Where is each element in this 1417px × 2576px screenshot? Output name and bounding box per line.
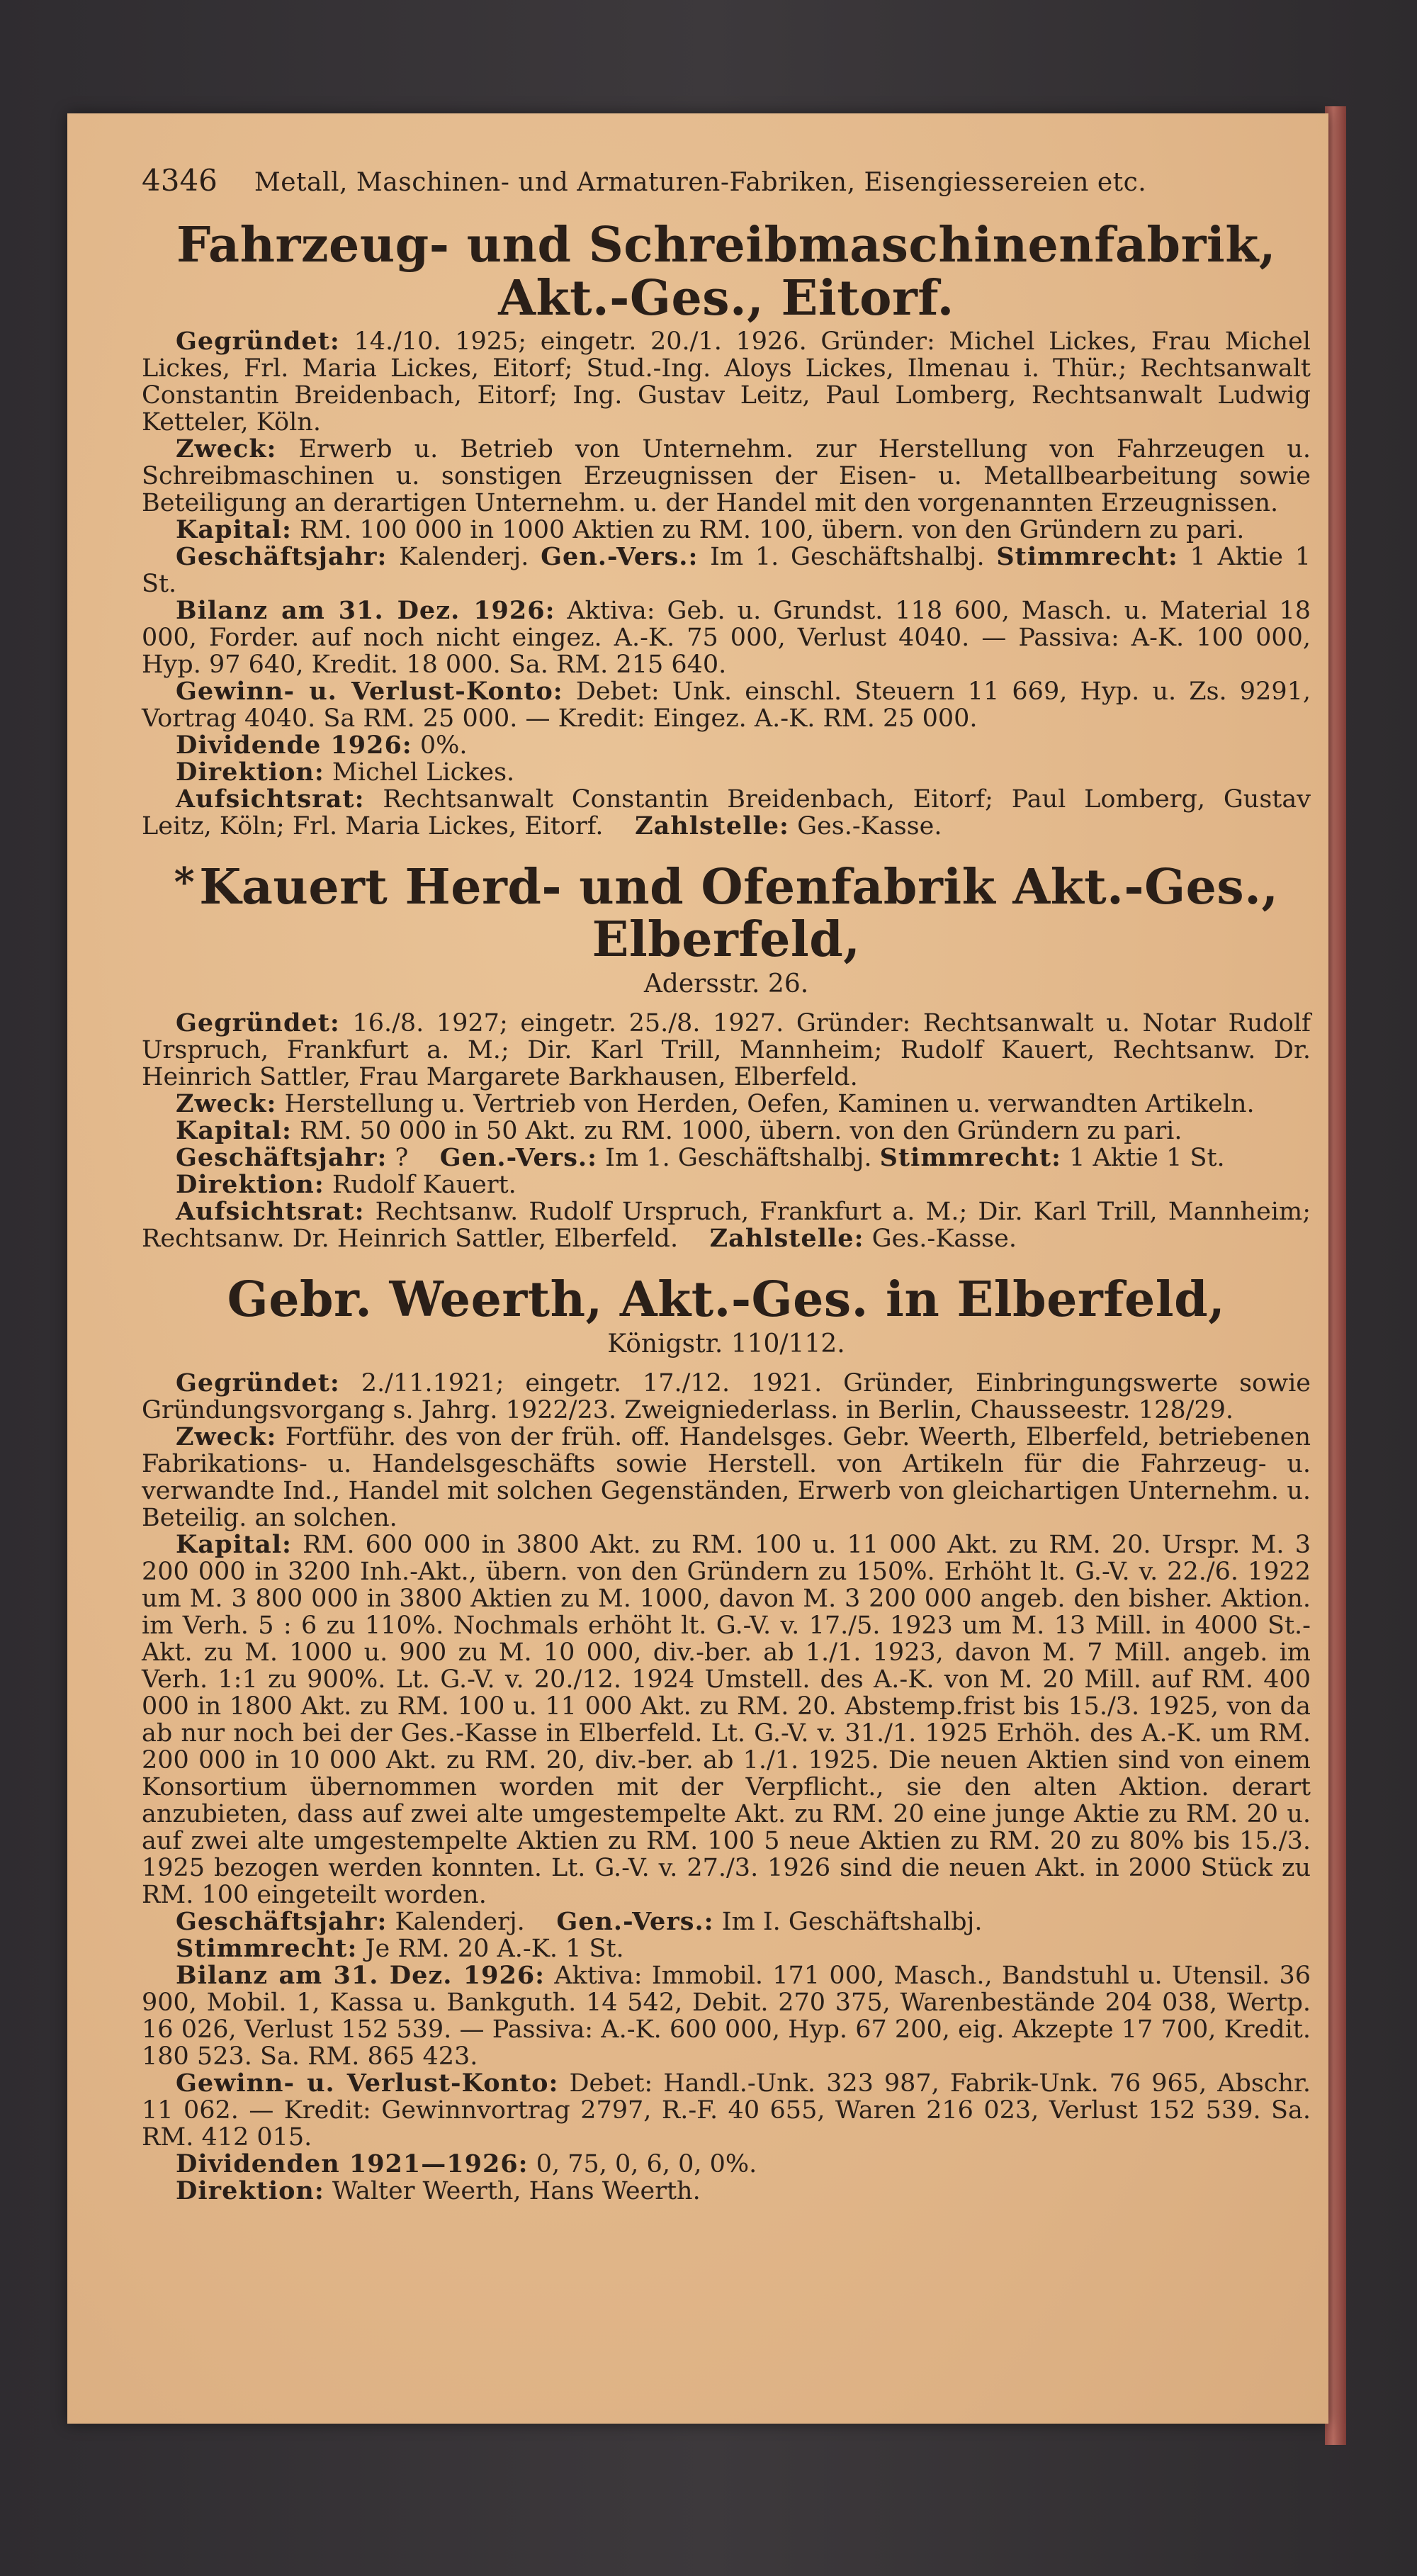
dividend-text: 0, 75, 0, 6, 0, 0%. bbox=[536, 2149, 757, 2178]
founded-text: 16./8. 1927; eingetr. 25./8. 1927. Gründer: Rechtsanwalt u. Notar Rudolf Urspruch, Frankfurt a. M.; Dir. Karl Trill, Mannheim; Rudolf Kauert, Rechtsanw. Dr. Heinrich Sattler, Frau Margarete Barkhausen, Elberfeld. bbox=[142, 1009, 1311, 1092]
capital-label: Kapital: bbox=[176, 1529, 292, 1559]
management-label: Direktion: bbox=[176, 757, 324, 787]
purpose-label: Zweck: bbox=[176, 1089, 277, 1119]
company-title bbox=[142, 858, 1311, 969]
company-title: Fahrzeug- und Schreibmaschinenfabrik, Akt.-Ges., Eitorf. bbox=[176, 217, 1277, 327]
management-text: Walter Weerth, Hans Weerth. bbox=[332, 2176, 701, 2205]
purpose-label: Zweck: bbox=[176, 434, 277, 463]
board-paragraph bbox=[142, 786, 1311, 840]
profit-loss-text: Debet: Handl.-Unk. 323 987, Fabrik-Unk. 76 965, Abschr. 11 062. — Kredit: Gewinnvortrag 2797, R.-F. 40 655, Waren 216 023, Verlust 152 539. Sa. RM. 412 015. bbox=[142, 2069, 1311, 2152]
balance-label: Bilanz am 31. Dez. 1926: bbox=[176, 1960, 546, 1990]
balance-label: Bilanz am 31. Dez. 1926: bbox=[176, 595, 555, 625]
general-meeting-text: Im 1. Geschäftshalbj. bbox=[710, 542, 985, 571]
balance-paragraph bbox=[142, 1962, 1311, 2070]
profit-loss-label: Gewinn- u. Verlust-Konto: bbox=[176, 2068, 559, 2098]
profit-loss-text: Debet: Unk. einschl. Steuern 11 669, Hyp. u. Zs. 9291, Vortrag 4040. Sa RM. 25 000. — Kredit: Eingez. A.-K. RM. 25 000. bbox=[142, 677, 1311, 733]
company-title: Gebr. Weerth, Akt.-Ges. in Elberfeld, bbox=[227, 1271, 1226, 1329]
dividend-label: Dividende 1926: bbox=[176, 730, 412, 760]
management-paragraph bbox=[142, 759, 1311, 786]
company-address: Adersstr. 26. bbox=[643, 969, 809, 999]
balance-text: Aktiva: Immobil. 171 000, Masch., Bandstuhl u. Utensil. 36 900, Mobil. 1, Kassa u. Bankguth. 14 542, Debit. 270 375, Warenbestände 204 038, Wertp. 16 026, Verlust 152 539. — Passiva: A.-K. 600 000, Hyp. 67 200, eig. Akzepte 17 700, Kredit. 180 523. Sa. RM. 865 423. bbox=[142, 1961, 1311, 2071]
company-address: Königstr. 110/112. bbox=[607, 1329, 845, 1359]
founded-text: 2./11.1921; eingetr. 17./12. 1921. Gründer, Einbringungswerte sowie Gründungsvorgang s. Jahrg. 1922/23. Zweigniederlass. in Berlin, Chausseestr. 128/29. bbox=[142, 1368, 1311, 1424]
dividend-paragraph bbox=[142, 2151, 1311, 2178]
fiscal-year-text: ? bbox=[395, 1144, 409, 1173]
voting-right-text: 1 Aktie 1 St. bbox=[1069, 1144, 1225, 1173]
management-paragraph bbox=[142, 2178, 1311, 2205]
voting-right-label: Stimmrecht: bbox=[879, 1143, 1061, 1173]
paying-agent-text: Ges.-Kasse. bbox=[797, 811, 942, 840]
fiscal-year-text: Kalenderj. bbox=[399, 542, 529, 571]
management-text: Michel Lickes. bbox=[332, 758, 515, 787]
paying-agent-label: Zahlstelle: bbox=[709, 1224, 864, 1254]
balance-paragraph bbox=[142, 597, 1311, 678]
founded-paragraph bbox=[142, 1370, 1311, 1424]
voting-right-text: 1 Aktie 1 St. bbox=[142, 542, 1311, 598]
new-entry-star: * bbox=[174, 858, 196, 906]
capital-paragraph bbox=[142, 514, 1311, 544]
header-title: Metall, Maschinen- und Armaturen-Fabriken, Eisengiessereien etc. bbox=[254, 168, 1147, 197]
dividend-paragraph bbox=[142, 732, 1311, 759]
board-text: Rechtsanw. Rudolf Urspruch, Frankfurt a. M.; Dir. Karl Trill, Mannheim; Rechtsanw. Dr. Heinrich Sattler, Elberfeld. bbox=[142, 1198, 1311, 1254]
board-paragraph bbox=[142, 1198, 1311, 1252]
board-text: Rechtsanwalt Constantin Breidenbach, Eitorf; Paul Lomberg, Gustav Leitz, Köln; Frl. Maria Lickes, Eitorf. bbox=[142, 784, 1311, 840]
founded-text: 14./10. 1925; eingetr. 20./1. 1926. Gründer: Michel Lickes, Frau Michel Lickes, Frl. Maria Lickes, Eitorf; Stud.-Ing. Aloys Lickes, Ilmenau i. Thür.; Rechtsanwalt Constantin Breidenbach, Eitorf; Ing. Gustav Leitz, Paul Lomberg, Rechtsanwalt Ludwig Ketteler, Köln. bbox=[142, 327, 1311, 437]
profit-loss-label: Gewinn- u. Verlust-Konto: bbox=[176, 676, 563, 706]
founded-label: Gegründet: bbox=[176, 1368, 340, 1397]
founded-label: Gegründet: bbox=[176, 1008, 340, 1038]
general-meeting-text: Im I. Geschäftshalbj. bbox=[721, 1907, 983, 1936]
fiscal-paragraph bbox=[142, 541, 1311, 598]
founded-paragraph bbox=[142, 328, 1311, 436]
fiscal-paragraph bbox=[142, 1908, 1311, 1935]
company-entry-fahrzeug bbox=[142, 219, 1311, 840]
running-header bbox=[142, 163, 1311, 198]
company-entry-weerth bbox=[142, 1273, 1311, 2205]
founded-label: Gegründet: bbox=[176, 326, 340, 356]
fiscal-year-label: Geschäftsjahr: bbox=[176, 541, 388, 571]
purpose-label: Zweck: bbox=[176, 1422, 277, 1451]
balance-text: Aktiva: Geb. u. Grundst. 118 600, Masch. u. Material 18 000, Forder. auf noch nicht eingez. A.-K. 75 000, Verlust 4040. — Passiva: A-K. 100 000, Hyp. 97 640, Kredit. 18 000. Sa. RM. 215 640. bbox=[142, 596, 1311, 679]
purpose-text: Fortführ. des von der früh. off. Handelsges. Gebr. Weerth, Elberfeld, betriebenen Fabrikations- u. Handelsgeschäfts sowie Herstell. von Artikeln für die Fahrzeug- u. verwandte Ind., Handel mit solchen Gegenständen, Erwerb von gleichartigen Unternehm. u. Beteilig. an solchen. bbox=[142, 1422, 1311, 1532]
board-label: Aufsichtsrat: bbox=[176, 784, 365, 814]
capital-text: RM. 100 000 in 1000 Aktien zu RM. 100, übern. von den Gründern zu pari. bbox=[300, 515, 1245, 544]
paying-agent-text: Ges.-Kasse. bbox=[871, 1225, 1017, 1254]
purpose-paragraph bbox=[142, 1424, 1311, 1531]
management-label: Direktion: bbox=[176, 2176, 324, 2205]
capital-label: Kapital: bbox=[176, 1116, 292, 1146]
dividend-text: 0%. bbox=[419, 731, 468, 760]
management-label: Direktion: bbox=[176, 1170, 324, 1200]
capital-paragraph bbox=[142, 1118, 1311, 1144]
fiscal-year-text: Kalenderj. bbox=[395, 1907, 525, 1936]
general-meeting-label: Gen.-Vers.: bbox=[439, 1143, 598, 1173]
paying-agent-label: Zahlstelle: bbox=[635, 811, 789, 840]
founded-paragraph bbox=[142, 1010, 1311, 1091]
company-title-text: Kauert Herd- und Ofenfabrik Akt.-Ges., Elberfeld, bbox=[199, 858, 1279, 969]
company-entry-kauert bbox=[142, 858, 1311, 1254]
capital-text: RM. 600 000 in 3800 Akt. zu RM. 100 u. 11 000 Akt. zu RM. 20. Urspr. M. 3 200 000 in 3200 Inh.-Akt., übern. von den Gründern zu 150%. Erhöht lt. G.-V. v. 22./6. 1922 um M. 3 800 000 in 3800 Aktien zu M. 1000, davon M. 3 200 000 angeb. den bisher. Aktion. im Verh. 5 : 6 zu 110%. Nochmals erhöht lt. G.-V. v. 17./5. 1923 um M. 13 Mill. in 4000 St.-Akt. zu M. 1000 u. 900 zu M. 10 000, div.-ber. ab 1./1. 1923, davon M. 7 Mill. angeb. im Verh. 1:1 zu 900%. Lt. G.-V. v. 20./12. 1924 Umstell. des A.-K. von M. 20 Mill. auf RM. 400 000 in 1800 Akt. zu RM. 100 u. 11 000 Akt. zu RM. 20. Abstemp.frist bis 15./3. 1925, von da ab nur noch bei der Ges.-Kasse in Elberfeld. Lt. G.-V. v. 31./1. 1925 Erhöh. des A.-K. um RM. 200 000 in 10 000 Akt. zu RM. 20, div.-ber. ab 1./1. 1925. Die neuen Aktien sind von einem Konsortium übernommen worden mit der Verpflicht., sie den alten Aktion. derart anzubieten, dass auf zwei alte umgestempelte Akt. zu RM. 20 eine junge Aktie zu RM. 20 u. auf zwei alte umgestempelte Aktien zu RM. 100 5 neue Aktien zu RM. 20 zu 80% bis 15./3. 1925 bezogen werden konnten. Lt. G.-V. v. 27./3. 1926 sind die neuen Akt. in 2000 Stück zu RM. 100 eingeteilt worden. bbox=[142, 1530, 1311, 1909]
page-number: 4346 bbox=[142, 163, 218, 198]
purpose-paragraph bbox=[142, 436, 1311, 517]
management-text: Rudolf Kauert. bbox=[332, 1171, 516, 1200]
board-label: Aufsichtsrat: bbox=[176, 1197, 365, 1227]
capital-paragraph bbox=[142, 1531, 1311, 1908]
voting-paragraph bbox=[142, 1935, 1311, 1962]
document-page bbox=[67, 113, 1328, 2424]
purpose-paragraph bbox=[142, 1091, 1311, 1118]
general-meeting-text: Im 1. Geschäftshalbj. bbox=[605, 1144, 872, 1173]
voting-right-text: Je RM. 20 A.-K. 1 St. bbox=[365, 1934, 624, 1963]
fiscal-paragraph bbox=[142, 1144, 1311, 1171]
fiscal-year-label: Geschäftsjahr: bbox=[176, 1143, 388, 1173]
general-meeting-label: Gen.-Vers.: bbox=[556, 1906, 714, 1936]
purpose-text: Erwerb u. Betrieb von Unternehm. zur Herstellung von Fahrzeugen u. Schreibmaschinen u. sonstigen Erzeugnissen der Eisen- u. Metallbearbeitung sowie Beteiligung an derartigen Unternehm. u. der Handel mit den vorgenannten Erzeugnissen. bbox=[142, 434, 1311, 517]
page-content bbox=[142, 163, 1311, 2225]
profit-loss-paragraph bbox=[142, 678, 1311, 732]
purpose-text: Herstellung u. Vertrieb von Herden, Oefen, Kaminen u. verwandten Artikeln. bbox=[284, 1090, 1255, 1119]
voting-right-label: Stimmrecht: bbox=[996, 541, 1178, 571]
general-meeting-label: Gen.-Vers.: bbox=[541, 541, 699, 571]
management-paragraph bbox=[142, 1171, 1311, 1198]
dividend-label: Dividenden 1921—1926: bbox=[176, 2149, 529, 2178]
voting-right-label: Stimmrecht: bbox=[176, 1933, 358, 1963]
capital-text: RM. 50 000 in 50 Akt. zu RM. 1000, übern. von den Gründern zu pari. bbox=[300, 1117, 1182, 1146]
fiscal-year-label: Geschäftsjahr: bbox=[176, 1906, 388, 1936]
profit-loss-paragraph bbox=[142, 2070, 1311, 2151]
capital-label: Kapital: bbox=[176, 514, 292, 544]
